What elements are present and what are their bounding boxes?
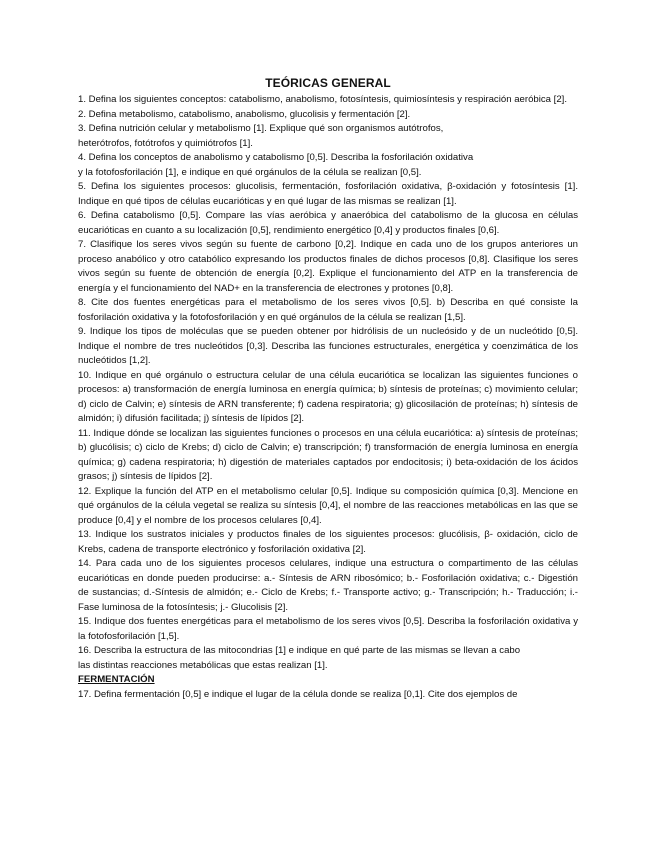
question-9: 9. Indique los tipos de moléculas que se pueden obtener por hidrólisis de un nucleósido y de un nucleótido [0,5]. Indique el nombre de tres nucleótidos [0,3]. Describa las funciones estructurales, energética y coenzimática de los nucleótidos [1,2]. — [78, 326, 578, 366]
question-17: 17. Defina fermentación [0,5] e indique el lugar de la célula donde se realiza [0,1]. Cite dos ejemplos de — [78, 688, 518, 700]
question-4 — [78, 151, 578, 180]
question-14: 14. Para cada uno de los siguientes procesos celulares, indique una estructura o compartimento de las células eucarióticas en donde pueden producirse: a.- Síntesis de ARN ribosómico; b.- Fosforilación oxidativa; c.- Digestión de sustancias; d.-Síntesis de almidón; e.- Ciclo de Krebs; f.- Transporte activo; g.- Transcripción; h.- Traducción; i.- Fase luminosa de la fotosíntesis; j.- Glucolisis [2]. — [78, 558, 578, 613]
question-5: 5. Defina los siguientes procesos: glucolisis, fermentación, fosforilación oxidativa, β-oxidación y fotosíntesis [1]. Indique en qué tipos de células eucarióticas y en qué lugar de las mismas se realizan [1]. — [78, 181, 578, 207]
question-7: 7. Clasifique los seres vivos según su fuente de carbono [0,2]. Indique en cada uno de los grupos anteriores un proceso anabólico y otro catabólico expresando los productos finales de dichos procesos [0,8]. Clasifique los seres vivos según su fuente de obtención de energía [0,2]. Explique el funcionamiento del ATP en la transferencia de energía y el funcionamiento del NAD+ en la transferencia de electrones y protones [0,8]. — [78, 239, 578, 294]
question-10: 10. Indique en qué orgánulo o estructura celular de una célula eucariótica se localizan las siguientes funciones o procesos: a) transformación de energía luminosa en energía química; b) síntesis de proteínas; c) movimiento celular; d) ciclo de Calvin; e) síntesis de ARN transferente; f) cadena respiratoria; g) glicosilación de proteínas; h) síntesis de almidón; i) difusión facilitada; j) síntesis de lípidos [2]. — [78, 369, 578, 424]
question-16-line-2: las distintas reacciones metabólicas que estas realizan [1]. — [78, 659, 328, 671]
question-2: 2. Defina metabolismo, catabolismo, anabolismo, glucolisis y fermentación [2]. — [78, 108, 411, 120]
document-page — [78, 76, 578, 702]
question-13: 13. Indique los sustratos iniciales y productos finales de los siguientes procesos: glucólisis, β- oxidación, ciclo de Krebs, cadena de transporte electrónico y fosforilación oxidativa [2]. — [78, 529, 578, 555]
question-3-line-1: 3. Defina nutrición celular y metabolismo [1]. Explique qué son organismos autótrofos, — [78, 123, 444, 134]
question-16 — [78, 644, 578, 673]
question-4-line-1: 4. Defina los conceptos de anabolismo y catabolismo [0,5]. Describa la fosforilación oxidativa — [78, 152, 474, 163]
question-12: 12. Explique la función del ATP en el metabolismo celular [0,5]. Indique su composición química [0,3]. Mencione en qué orgánulos de la célula vegetal se realiza su síntesis [0,4], el nombre de las reacciones metabólicas en las que se produce [0,4] y el nombre de los procesos celulares [0,4]. — [78, 485, 578, 526]
question-4-line-2: y la fotofosforilación [1], e indique en qué orgánulos de la célula se realizan [0,5]. — [78, 166, 422, 178]
question-16-line-1: 16. Describa la estructura de las mitocondrias [1] e indique en qué parte de las mismas se llevan a cabo — [78, 645, 521, 656]
question-3-line-2: heterótrofos, fotótrofos y quimiótrofos [1]. — [78, 137, 253, 149]
question-3 — [78, 122, 578, 151]
question-1: 1. Defina los siguientes conceptos: catabolismo, anabolismo, fotosíntesis, quimiosíntesis y respiración aeróbica [2]. — [78, 94, 568, 105]
question-6: 6. Defina catabolismo [0,5]. Compare las vías aeróbica y anaeróbica del catabolismo de la glucosa en células eucarióticas en cuanto a su localización [0,5], rendimiento energético [0,4] y productos finales [0,6]. — [78, 210, 578, 236]
question-8: 8. Cite dos fuentes energéticas para el metabolismo de los seres vivos [0,5]. b) Describa en qué consiste la fosforilación oxidativa y la fotofosforilación y en qué orgánulos de la célula se realizan [1,5]. — [78, 297, 578, 323]
question-15: 15. Indique dos fuentes energéticas para el metabolismo de los seres vivos [0,5]. Describa la fosforilación oxidativa y la fotofosforilación [1,5]. — [78, 616, 578, 642]
question-11: 11. Indique dónde se localizan las siguientes funciones o procesos en una célula eucariótica: a) síntesis de proteínas; b) glucólisis; c) ciclo de Krebs; d) ciclo de Calvin; e) transcripción; f) transformación de energía luminosa en energía química; g) cadena respiratoria; h) digestión de materiales captados por endocitosis; i) beta-oxidación de los ácidos grasos; j) síntesis de lípidos [2]. — [78, 427, 578, 482]
page-title: TEÓRICAS GENERAL — [265, 76, 391, 90]
section-heading-fermentacion: FERMENTACIÓN — [78, 674, 155, 685]
